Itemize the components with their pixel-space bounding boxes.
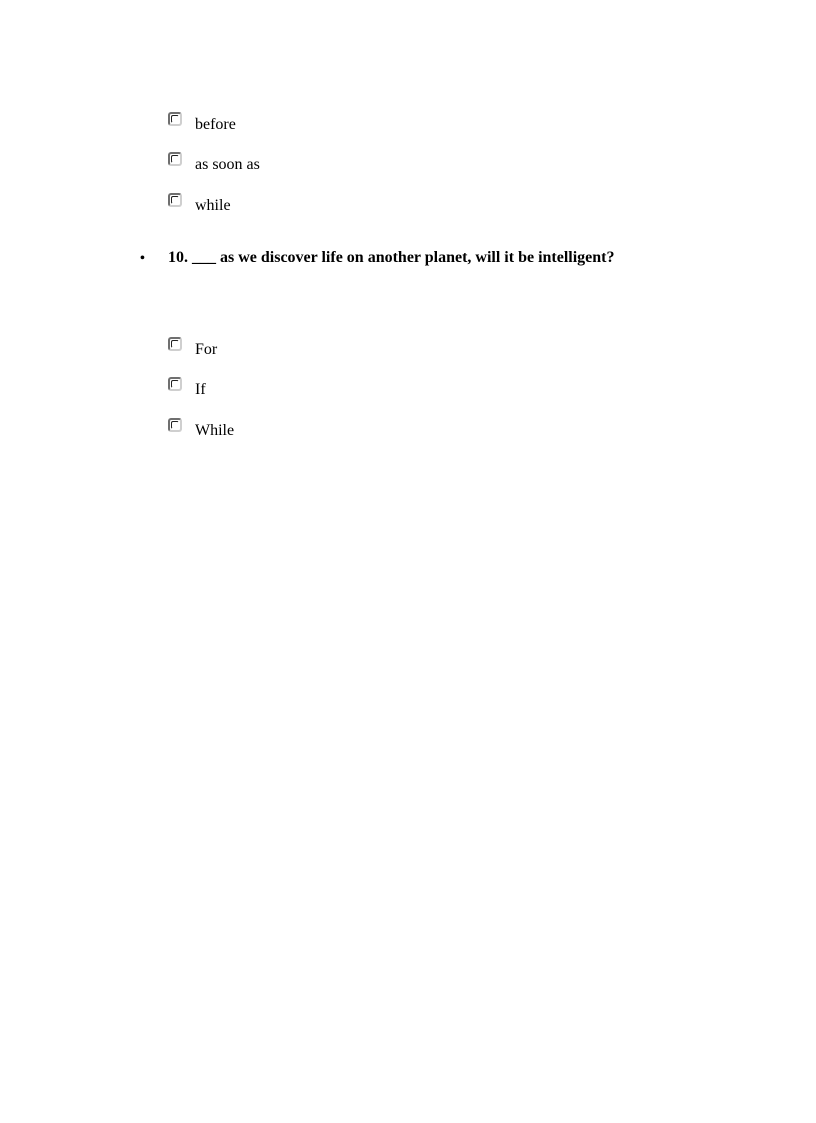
option-for[interactable] xyxy=(168,335,217,359)
question-10 xyxy=(140,248,615,268)
option-label: while xyxy=(195,197,231,214)
option-label: For xyxy=(195,341,218,358)
radio-button-icon[interactable] xyxy=(168,337,182,351)
option-as-soon-as[interactable] xyxy=(168,150,260,174)
option-label: before xyxy=(195,116,236,133)
option-label: as soon as xyxy=(195,156,260,173)
bullet-icon: • xyxy=(140,251,145,266)
radio-button-icon[interactable] xyxy=(168,152,182,166)
option-while-q10[interactable] xyxy=(168,416,234,440)
radio-button-icon[interactable] xyxy=(168,112,182,126)
option-while[interactable] xyxy=(168,191,231,215)
option-before[interactable] xyxy=(168,110,236,134)
option-if[interactable] xyxy=(168,375,206,399)
question-text: 10. ___ as we discover life on another planet, will it be intelligent? xyxy=(168,249,615,266)
option-label: While xyxy=(195,422,235,439)
radio-button-icon[interactable] xyxy=(168,193,182,207)
radio-button-icon[interactable] xyxy=(168,418,182,432)
option-label: If xyxy=(195,381,206,398)
radio-button-icon[interactable] xyxy=(168,377,182,391)
